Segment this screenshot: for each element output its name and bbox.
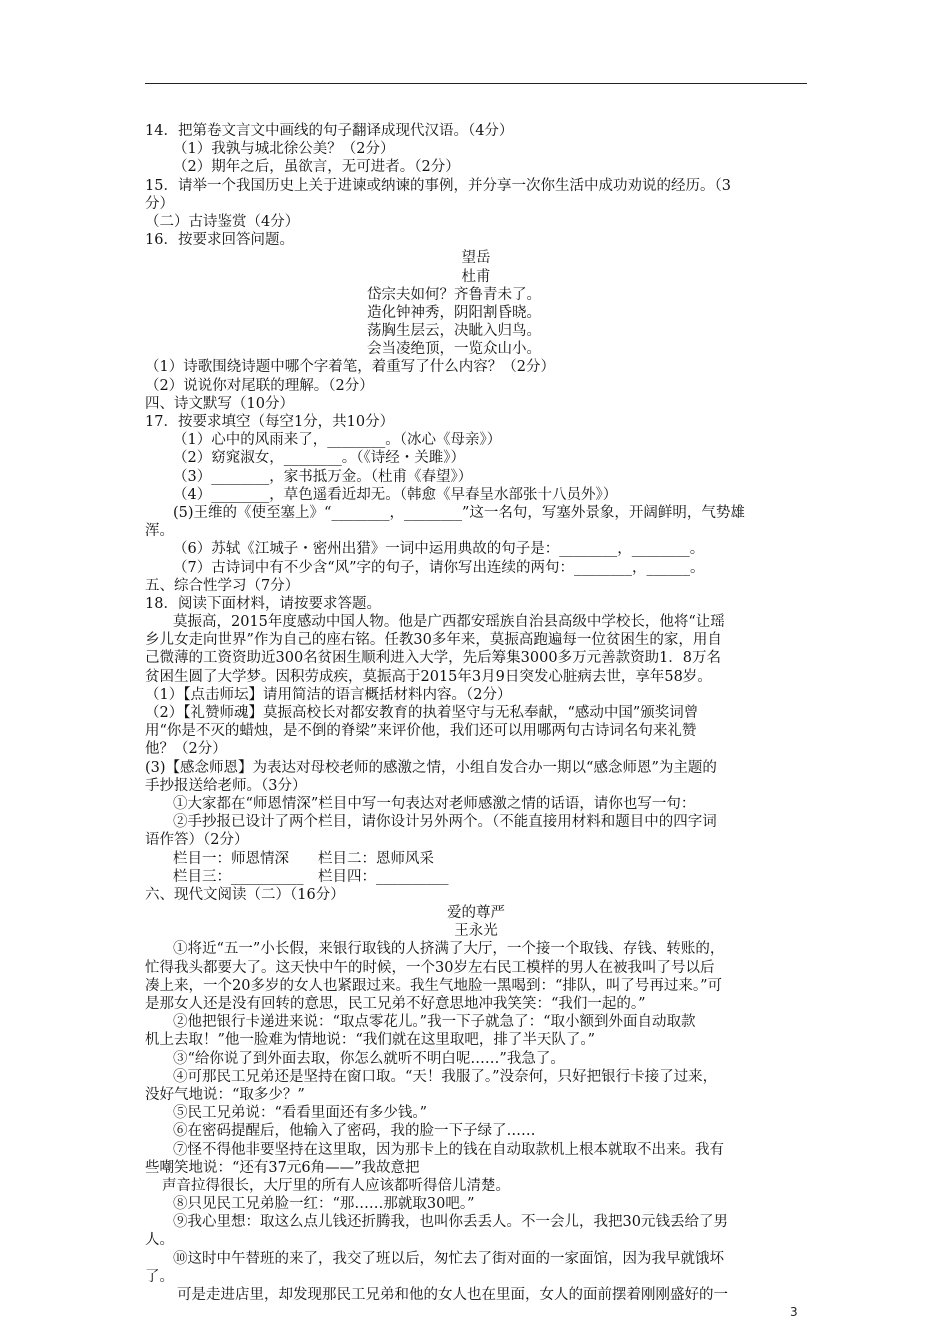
page-number: 3 xyxy=(790,1305,798,1319)
text-line: 17．按要求填空（每空1分，共10分） xyxy=(145,414,395,430)
text-line: （1）我孰与城北徐公美？（2分） xyxy=(173,141,395,158)
text-line: 乡儿女走向世界”作为自己的座右铭。任教30多年来，莫振高跑遍每一位贫困生的家，用自 xyxy=(145,632,722,649)
text-line: （7）古诗词中有不少含“风”字的句子，请你写出连续的两句：________，______。 xyxy=(173,559,705,576)
text-line: 他？（2分） xyxy=(145,741,227,758)
text-line: ②手抄报已设计了两个栏目，请你设计另外两个。（不能直接用材料和题目中的四字词 xyxy=(173,814,717,831)
text-line: 人。 xyxy=(145,1232,174,1249)
text-line: （1）诗歌围绕诗题中哪个字着笔，着重写了什么内容？（2分） xyxy=(145,359,555,376)
text-line: ⑨我心里想：取这么点儿钱还折腾我，也叫你丢丢人。不一会儿，我把30元钱丢给了男 xyxy=(173,1214,728,1231)
text-line: 忙得我头都要大了。这天快中午的时候，一个30岁左右民工模样的男人在被我叫了号以后 xyxy=(145,959,715,976)
text-line: （2）说说你对尾联的理解。（2分） xyxy=(145,377,374,394)
text-line: 四、诗文默写（10分） xyxy=(145,395,294,412)
text-line: （1）心中的风雨来了，________。（冰心《母亲》） xyxy=(173,432,502,449)
text-line: ④可那民工兄弟还是坚持在窗口取。“天！我服了。”没奈何，只好把银行卡接了过来， xyxy=(173,1068,718,1085)
text-line: 六、现代文阅读（二）（16分） xyxy=(145,886,345,903)
text-line: 造化钟神秀，阴阳割昏晓。 xyxy=(367,304,541,321)
text-line: 是那女人还是没有回转的意思，民工兄弟不好意思地冲我笑笑：“我们一起的。” xyxy=(145,996,646,1012)
text-line: 凑上来，一个20多岁的女人也紧跟过来。我生气地脸一黑喝到：“排队，叫了号再过来。”可 xyxy=(145,977,723,994)
text-line: 五、综合性学习（7分） xyxy=(145,577,300,594)
text-line: 岱宗夫如何？齐鲁青未了。 xyxy=(367,286,541,303)
text-line: 16．按要求回答问题。 xyxy=(145,232,294,249)
text-line: （2）窈窕淑女，________。（《诗经・关雎》） xyxy=(173,450,465,467)
text-line: ⑩这时中午替班的来了，我交了班以后，匆忙去了街对面的一家面馆，因为我早就饿坏 xyxy=(173,1250,724,1267)
text-line: 机上去取！”他一脸难为情地说：“我们就在这里取吧，排了半天队了。” xyxy=(145,1032,595,1049)
text-line: 荡胸生层云，决眦入归鸟。 xyxy=(367,323,541,340)
text-line: 王永光 xyxy=(454,923,498,940)
text-line: 声音拉得很长，大厅里的所有人应该都听得倍儿清楚。 xyxy=(162,1177,510,1194)
text-line: 栏目一：师恩情深 栏目二：恩师风采 xyxy=(173,850,434,867)
text-line: （1）【点击师坛】请用简洁的语言概括材料内容。（2分） xyxy=(145,686,512,703)
text-line: （2）期年之后，虽欲言，无可进者。（2分） xyxy=(173,159,460,176)
text-line: 15．请举一个我国历史上关于进谏或纳谏的事例，并分享一次你生活中成功劝说的经历。（3 xyxy=(145,177,731,194)
text-line: 莫振高，2015年度感动中国人物。他是广西都安瑶族自治县高级中学校长，他将“让瑶 xyxy=(173,614,725,631)
text-line: ⑧只见民工兄弟脸一红：“那……那就取30吧。” xyxy=(173,1196,475,1213)
text-line: 14．把第卷文言文中画线的句子翻译成现代汉语。（4分） xyxy=(145,123,514,139)
text-line: ③“给你说了到外面去取，你怎么就听不明白呢……”我急了。 xyxy=(173,1050,565,1067)
text-line: 浑。 xyxy=(145,523,174,540)
text-line: 会当凌绝顶，一览众山小。 xyxy=(367,341,541,358)
text-line: 望岳 xyxy=(461,250,491,267)
text-line: ②他把银行卡递进来说：“取点零花儿。”我一下子就急了：“取小额到外面自动取款 xyxy=(173,1014,696,1031)
text-line: ①大家都在“师恩情深”栏目中写一句表达对老师感激之情的话语，请你也写一句： xyxy=(173,795,696,812)
header-rule xyxy=(145,83,807,84)
text-line: 杜甫 xyxy=(461,268,491,285)
text-line: （2）【礼赞师魂】莫振高校长对都安教育的执着坚守与无私奉献，“感动中国”颁奖词曾 xyxy=(145,705,699,721)
text-line: （二）古诗鉴赏（4分） xyxy=(145,213,300,230)
text-line: 贫困生圆了大学梦。因积劳成疾，莫振高于2015年3月9日突发心脏病去世，享年58岁。 xyxy=(145,668,712,685)
text-line: 没好气地说：“取多少？” xyxy=(145,1086,305,1103)
text-line: (5)王维的《使至塞上》“________，________”这一名句，写塞外景象，开阔鲜明，气势雄 xyxy=(173,504,745,521)
text-line: 18．阅读下面材料，请按要求答题。 xyxy=(145,595,381,612)
text-line: 语作答）（2分） xyxy=(145,832,249,849)
text-line: 手抄报送给老师。（3分） xyxy=(145,777,307,794)
text-line: 可是走进店里，却发现那民工兄弟和他的女人也在里面，女人的面前摆着刚刚盛好的一 xyxy=(177,1287,728,1303)
text-line: ⑥在密码提醒后，他输入了密码，我的脸一下子绿了…… xyxy=(173,1123,536,1140)
text-line: 己微薄的工资资助近300名贫困生顺利进入大学，先后筹集3000多万元善款资助1．8万名 xyxy=(145,650,722,667)
text-line: ⑦怪不得他非要坚持在这里取，因为那卡上的钱在自动取款机上根本就取不出来。我有 xyxy=(173,1141,724,1158)
text-line: 用“你是不灭的蜡烛，是不倒的脊梁”来评价他，我们还可以用哪两句古诗词名句来礼赞 xyxy=(145,723,697,740)
text-line: ⑤民工兄弟说：“看看里面还有多少钱。” xyxy=(173,1105,428,1122)
text-line: 爱的尊严 xyxy=(447,905,505,922)
text-line: 栏目三：__________ 栏目四：__________ xyxy=(173,868,449,885)
text-line: （4）________，草色遥看近却无。（韩愈《早春呈水部张十八员外》） xyxy=(173,486,618,503)
text-line: 分） xyxy=(145,195,174,212)
text-line: （6）苏轼《江城子・密州出猎》一词中运用典故的句子是：________，________。 xyxy=(173,541,705,558)
exam-body-text xyxy=(145,122,807,1304)
text-line: ①将近“五一”小长假，来银行取钱的人挤满了大厅，一个接一个取钱、存钱、转账的， xyxy=(173,941,725,958)
text-line: (3)【感念师恩】为表达对母校老师的感激之情，小组自发合办一期以“感念师恩”为主题的 xyxy=(145,759,717,776)
text-line: （3）________，家书抵万金。（杜甫《春望》） xyxy=(173,468,473,485)
text-line: 些嘲笑地说：“还有37元6角——”我故意把 xyxy=(145,1159,420,1176)
text-line: 了。 xyxy=(145,1268,174,1285)
